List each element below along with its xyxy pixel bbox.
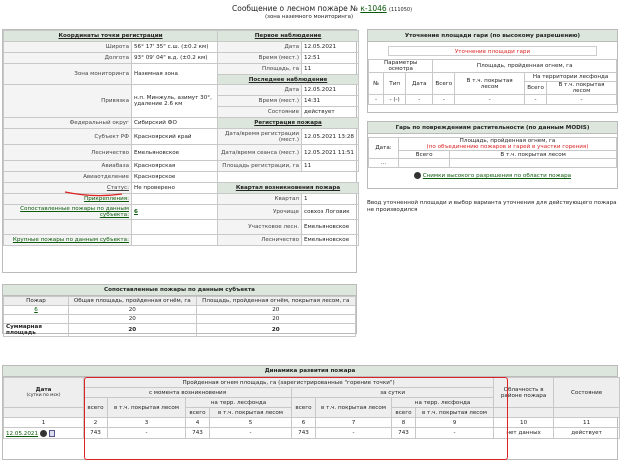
- table-row: 6 20 20: [4, 306, 356, 315]
- status-underline: [64, 191, 124, 197]
- fire-number-link[interactable]: к-1046: [360, 4, 387, 13]
- dynamics-panel: Динамика развития пожара Дата (сутки по мск) Пройденная огнем площадь, га (зарегистрированные "горение точки") Облачность в районе пожара Состояние с момента возникновения за сутки всего в т.ч. покрытая лесом на терр. лесфонда всего в т.ч. покрытая лесом на терр. лесфонда всего в т.ч. покрытая лесом всего в т.ч. покрытая лесом 1 2 3 4 5 6 7 8 9 10 11 12.05.2021 743 - 743 - 743 - 743 - нет данных действует: [2, 365, 618, 460]
- quarter-header: Квартал возникновения пожара: [218, 183, 359, 194]
- total-row: Суммарная площадь 20 20: [4, 324, 356, 337]
- registration-panel: Координаты точки регистрации Первое наблюдение Широта 56° 17' 35" с.ш. (±0.2 км) Дата 12.05.2021 Долгота 93° 09' 04" в.д. (±0.2 км) Время (мест.) 12:51 Зона мониторинга Наземная зона Площадь, га 11 Последнее наблюдение Привязка н.п. Минжуль, азимут 30°, удаление 2.6 км Дата 12.05.2021 Время (мест.) 14:31 Состояние действует Федеральный округ Сибирский ФО Регистрация пожара Субъект РФ Красноярский край Дата/время регистрации (мест.) 12.05.2021 13:28 Лесничество Емельяновское Дата/время сеанса (мест.) 12.05.2021 11:51 Авиабаза Красноярская Площадь регистрации, га 11 Авиаотделение Красноярское Статус: Не проверено Квартал возникновения пожара Прикрепления: Квартал 1 Сопоставленные пожары по данным субъекта: 6 Урочище совхоз Логовик Участковое лесн. Емельяновское Крупные пожары по данным субъекта: Лесничество Емельяновское: [2, 29, 357, 273]
- registration-header: Регистрация пожара: [218, 118, 359, 129]
- first-observation-header: Первое наблюдение: [218, 31, 359, 42]
- page-title: Сообщение о лесном пожаре № к-1046 (111050): [232, 4, 413, 13]
- coords-header: Координаты точки регистрации: [4, 31, 218, 42]
- zone-subtitle: (зона наземного мониторинга): [265, 14, 354, 20]
- input-note: Ввод уточненной площади и выбор варианта уточнения для действующего пожара не производился: [367, 200, 617, 213]
- table-row: ...: [369, 159, 617, 168]
- compared-count-link[interactable]: 6: [134, 209, 138, 215]
- modis-panel: Гарь по повреждениям растительности (по данным MODIS) Дата: Площадь, пройденная огнем, га (по объединению пожаров и гарей в участки горения) Всего В т.ч. покрытая лесом ... Снимки высокого разрешения по области пожара: [367, 121, 618, 189]
- dynamics-header: Динамика развития пожара: [3, 366, 617, 377]
- fire-link[interactable]: 6: [34, 307, 38, 313]
- compared-header: Сопоставленные пожары по данным субъекта: [3, 285, 356, 296]
- snapshot-link[interactable]: Снимки высокого разрешения по области пожара: [422, 173, 572, 179]
- column-numbers: 1 2 3 4 5 6 7 8 9 10 11: [4, 418, 620, 428]
- satellite-icon[interactable]: [40, 430, 47, 437]
- last-observation-header: Последнее наблюдение: [218, 75, 359, 85]
- table-row: 12.05.2021 743 - 743 - 743 - 743 - нет данных действует: [4, 428, 620, 439]
- status-value: Не проверено: [132, 183, 218, 194]
- compared-fires-link[interactable]: Сопоставленные пожары по данным субъекта:: [20, 206, 129, 218]
- attachments-link[interactable]: Прикрепления:: [84, 196, 129, 202]
- modis-header: Гарь по повреждениям растительности (по данным MODIS): [368, 122, 617, 134]
- satellite-icon[interactable]: [414, 172, 421, 179]
- area-highlight: [84, 377, 508, 460]
- hires-note: Уточнение площади гари: [388, 46, 597, 56]
- document-icon[interactable]: [49, 430, 55, 437]
- hires-header: Уточнение площади гари (по высокому разрешению): [368, 30, 617, 42]
- dynamics-date-link[interactable]: 12.05.2021: [6, 430, 39, 437]
- status-label: Статус:: [106, 185, 129, 191]
- compared-fires-panel: Сопоставленные пожары по данным субъекта Пожар Общая площадь, пройденная огнём, га Площадь, пройденная огнём, покрытая лесом, га 6 20 20 20 20 Суммарная площадь 20 20: [2, 284, 357, 334]
- large-fires-link[interactable]: Крупные пожары по данным субъекта:: [12, 237, 129, 243]
- table-row: - - (-) - - - - -: [369, 95, 617, 105]
- table-row: 20 20: [4, 315, 356, 324]
- hires-panel: Уточнение площади гари (по высокому разрешению) Уточнение площади гари Параметры осмотра Площадь, пройденная огнем, га № Тип Дата Всего В т.ч. покрытая лесом На территории лесфонда Всего В т.ч. покрытая лесом - - (-) - - - - -: [367, 29, 618, 113]
